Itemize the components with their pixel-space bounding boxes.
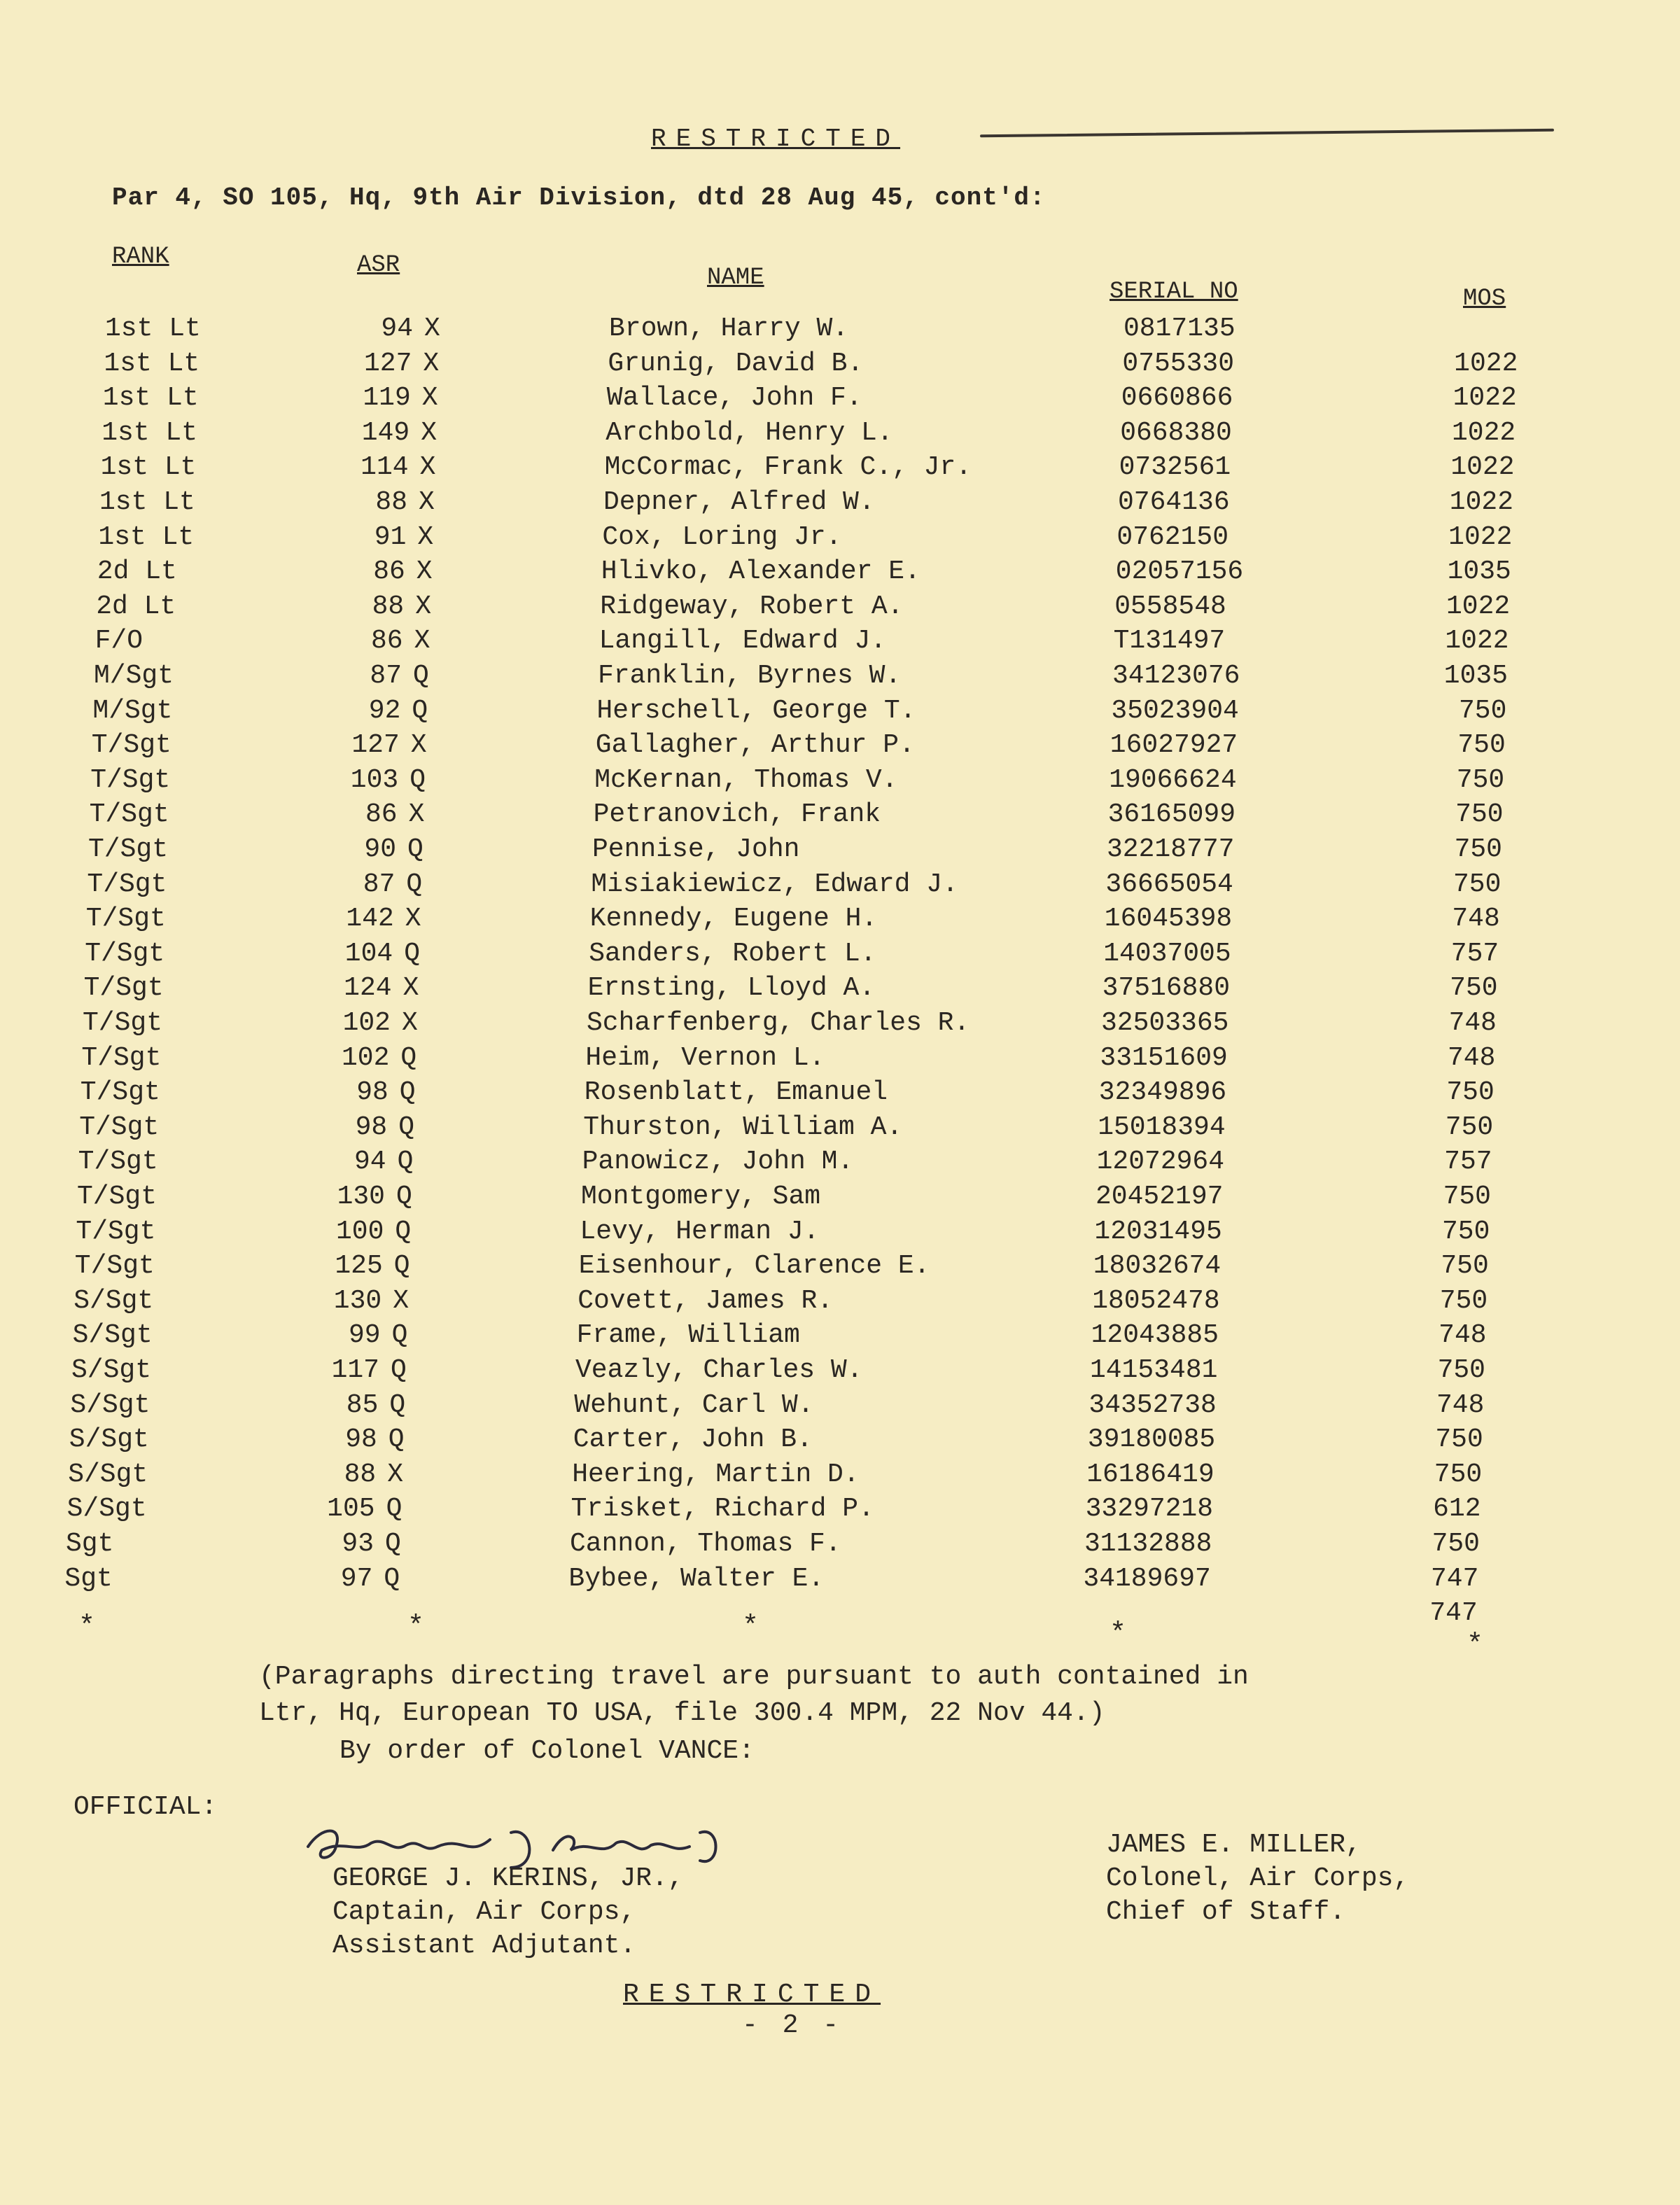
rank-cell: 1st Lt bbox=[102, 383, 199, 414]
asr-cell: 114 bbox=[360, 452, 409, 483]
signer-name-left: GEORGE J. KERINS, JR., bbox=[332, 1863, 684, 1893]
name-cell: Ridgeway, Robert A. bbox=[600, 591, 904, 622]
name-cell: Carter, John B. bbox=[573, 1424, 813, 1455]
name-cell: Levy, Herman J. bbox=[580, 1216, 820, 1247]
table-row bbox=[0, 1355, 1646, 1390]
rank-cell: 1st Lt bbox=[102, 417, 198, 448]
asr-cell: 86 bbox=[370, 626, 403, 657]
column-header-serial: SERIAL NO bbox=[1110, 279, 1238, 305]
serial-cell: 02057156 bbox=[1115, 556, 1244, 587]
mos-cell: 1022 bbox=[1452, 383, 1517, 414]
restricted-stamp-top: RESTRICTED bbox=[651, 125, 901, 153]
asr-code-cell: X bbox=[423, 348, 440, 379]
asr-code-cell: X bbox=[419, 487, 435, 517]
ink-scratch-line bbox=[980, 129, 1554, 138]
table-row bbox=[0, 522, 1673, 557]
serial-cell: 16027927 bbox=[1110, 730, 1238, 761]
asr-code-cell: Q bbox=[384, 1563, 400, 1594]
serial-cell: 15018394 bbox=[1098, 1112, 1226, 1142]
table-row bbox=[0, 1424, 1644, 1460]
asr-cell: 102 bbox=[341, 1042, 390, 1073]
mos-cell: 750 bbox=[1452, 869, 1502, 899]
asr-cell: 127 bbox=[351, 730, 400, 761]
asr-code-cell: X bbox=[402, 973, 419, 1004]
rank-cell: T/Sgt bbox=[85, 938, 165, 969]
rank-cell: T/Sgt bbox=[90, 764, 171, 795]
name-cell: Misiakiewicz, Edward J. bbox=[591, 869, 958, 899]
rank-cell: T/Sgt bbox=[83, 1008, 163, 1038]
serial-cell: 0558548 bbox=[1114, 591, 1226, 622]
asr-cell: 86 bbox=[365, 799, 398, 830]
rank-cell: T/Sgt bbox=[91, 730, 172, 761]
name-cell: Ernsting, Lloyd A. bbox=[587, 973, 876, 1004]
asr-cell: 130 bbox=[337, 1182, 385, 1212]
asr-code-cell: Q bbox=[393, 1251, 410, 1282]
mos-cell: 750 bbox=[1457, 730, 1506, 761]
rank-cell: T/Sgt bbox=[85, 904, 166, 934]
name-cell: McKernan, Thomas V. bbox=[594, 764, 898, 795]
serial-cell: 0817135 bbox=[1124, 314, 1236, 344]
asr-cell: 127 bbox=[363, 348, 412, 379]
name-cell: Trisket, Richard P. bbox=[570, 1494, 874, 1525]
mos-cell: 748 bbox=[1436, 1390, 1485, 1420]
serial-cell: 31132888 bbox=[1084, 1529, 1212, 1559]
rank-cell: T/Sgt bbox=[78, 1147, 158, 1177]
mos-cell: 750 bbox=[1441, 1251, 1489, 1282]
asr-cell: 88 bbox=[375, 487, 407, 517]
mos-cell: 750 bbox=[1446, 1077, 1494, 1108]
mos-cell: 757 bbox=[1450, 938, 1499, 969]
mos-cell: 747 bbox=[1430, 1563, 1479, 1594]
name-cell: Wehunt, Carl W. bbox=[574, 1390, 814, 1420]
asr-cell: 85 bbox=[346, 1390, 379, 1420]
serial-cell: 33297218 bbox=[1085, 1494, 1214, 1525]
serial-cell: 33151609 bbox=[1100, 1042, 1228, 1073]
serial-cell: 14037005 bbox=[1103, 938, 1231, 969]
table-row bbox=[0, 834, 1663, 869]
column-header-asr: ASR bbox=[357, 252, 400, 279]
name-cell: Langill, Edward J. bbox=[598, 626, 887, 657]
rank-cell: 1st Lt bbox=[105, 314, 201, 344]
asr-cell: 94 bbox=[381, 314, 413, 344]
table-row bbox=[0, 1112, 1654, 1147]
asterisk-serial: * bbox=[1110, 1618, 1127, 1650]
rank-cell: T/Sgt bbox=[83, 973, 164, 1004]
asr-cell: 98 bbox=[356, 1077, 388, 1108]
asr-code-cell: Q bbox=[395, 1216, 412, 1247]
mos-cell: 750 bbox=[1435, 1424, 1483, 1455]
rank-cell: T/Sgt bbox=[88, 834, 169, 864]
table-row bbox=[0, 1564, 1639, 1599]
rank-cell: 1st Lt bbox=[98, 522, 195, 552]
name-cell: Sanders, Robert L. bbox=[589, 938, 876, 969]
table-row bbox=[0, 1147, 1653, 1182]
asr-code-cell: Q bbox=[412, 695, 428, 726]
name-cell: Cannon, Thomas F. bbox=[570, 1529, 841, 1559]
table-row bbox=[0, 799, 1665, 834]
name-cell: Frame, William bbox=[576, 1320, 800, 1351]
table-row bbox=[0, 1182, 1652, 1217]
asr-cell: 105 bbox=[327, 1494, 375, 1525]
rank-cell: S/Sgt bbox=[72, 1320, 153, 1351]
name-cell: Grunig, David B. bbox=[608, 348, 864, 379]
mos-cell: 750 bbox=[1450, 973, 1498, 1004]
table-row bbox=[0, 1008, 1658, 1043]
serial-cell: 37516880 bbox=[1102, 973, 1231, 1004]
asr-code-cell: Q bbox=[388, 1424, 405, 1455]
asr-code-cell: Q bbox=[407, 834, 424, 864]
asr-code-cell: X bbox=[415, 591, 432, 622]
asr-code-cell: X bbox=[387, 1459, 404, 1490]
by-order-line: By order of Colonel VANCE: bbox=[340, 1736, 755, 1766]
mos-cell: 1022 bbox=[1450, 452, 1515, 483]
rank-cell: M/Sgt bbox=[94, 661, 174, 691]
rank-cell: 1st Lt bbox=[104, 348, 200, 379]
signer-title-right: Chief of Staff. bbox=[1106, 1897, 1346, 1927]
asr-cell: 99 bbox=[348, 1320, 381, 1351]
table-row bbox=[0, 1460, 1643, 1494]
serial-cell: 20452197 bbox=[1096, 1182, 1224, 1212]
serial-cell: 34189697 bbox=[1083, 1563, 1211, 1594]
rank-cell: S/Sgt bbox=[74, 1285, 154, 1316]
asr-code-cell: Q bbox=[386, 1494, 402, 1525]
table-row bbox=[0, 765, 1665, 800]
serial-cell: 18052478 bbox=[1092, 1285, 1220, 1316]
mos-cell: 612 bbox=[1433, 1494, 1481, 1525]
mos-cell: 750 bbox=[1445, 1112, 1494, 1142]
asr-cell: 130 bbox=[333, 1285, 382, 1316]
name-cell: Heim, Vernon L. bbox=[585, 1042, 825, 1073]
asr-cell: 102 bbox=[342, 1008, 391, 1038]
rank-cell: 2d Lt bbox=[96, 591, 176, 622]
restricted-stamp-bottom: RESTRICTED bbox=[623, 1980, 881, 2010]
mos-cell: 1035 bbox=[1447, 556, 1511, 587]
serial-cell: 14153481 bbox=[1090, 1355, 1218, 1385]
asterisk-mos: * bbox=[1466, 1630, 1484, 1661]
asr-cell: 94 bbox=[354, 1147, 386, 1177]
name-cell: Herschell, George T. bbox=[596, 695, 916, 726]
signer-rank-left: Captain, Air Corps, bbox=[332, 1897, 636, 1927]
name-cell: Thurston, William A. bbox=[583, 1112, 903, 1142]
rank-cell: T/Sgt bbox=[87, 869, 167, 899]
asr-code-cell: X bbox=[405, 904, 421, 934]
asr-code-cell: Q bbox=[400, 1042, 417, 1073]
rank-cell: 1st Lt bbox=[100, 452, 197, 483]
mos-cell: 750 bbox=[1437, 1355, 1485, 1385]
rank-cell: T/Sgt bbox=[89, 799, 169, 830]
name-cell: Rosenblatt, Emanuel bbox=[584, 1077, 888, 1108]
name-cell: Eisenhour, Clarence E. bbox=[578, 1251, 930, 1282]
asr-code-cell: X bbox=[408, 799, 425, 830]
serial-cell: 12072964 bbox=[1096, 1147, 1225, 1177]
column-header-mos: MOS bbox=[1463, 286, 1506, 312]
table-row bbox=[0, 1390, 1645, 1425]
asr-code-cell: X bbox=[416, 556, 433, 587]
asr-code-cell: X bbox=[414, 626, 430, 657]
asr-code-cell: Q bbox=[385, 1529, 401, 1559]
name-cell: Bybee, Walter E. bbox=[568, 1563, 825, 1594]
name-cell: Pennise, John bbox=[592, 834, 800, 864]
serial-cell: 34123076 bbox=[1112, 661, 1240, 691]
asr-cell: 88 bbox=[344, 1459, 377, 1490]
mos-cell: 1035 bbox=[1443, 661, 1508, 691]
name-cell: Franklin, Byrnes W. bbox=[598, 661, 902, 691]
table-row bbox=[0, 349, 1679, 384]
serial-cell: 16045398 bbox=[1104, 904, 1233, 934]
mos-cell: 750 bbox=[1439, 1285, 1488, 1316]
asr-code-cell: Q bbox=[396, 1182, 412, 1212]
table-row bbox=[0, 696, 1667, 731]
serial-cell: 32503365 bbox=[1101, 1008, 1229, 1038]
rank-cell: M/Sgt bbox=[92, 695, 173, 726]
name-cell: Kennedy, Eugene H. bbox=[589, 904, 878, 934]
asr-cell: 100 bbox=[335, 1216, 384, 1247]
serial-cell: 32218777 bbox=[1107, 834, 1235, 864]
table-row bbox=[0, 1320, 1648, 1355]
asterisk-asr: * bbox=[407, 1611, 425, 1643]
name-cell: Veazly, Charles W. bbox=[575, 1355, 863, 1385]
serial-cell: 12043885 bbox=[1091, 1320, 1219, 1351]
rank-cell: 1st Lt bbox=[99, 487, 195, 517]
table-row bbox=[0, 904, 1661, 939]
mos-cell: 748 bbox=[1447, 1042, 1496, 1073]
rank-cell: S/Sgt bbox=[69, 1424, 149, 1455]
name-cell: Petranovich, Frank bbox=[593, 799, 881, 830]
serial-cell: 0755330 bbox=[1122, 348, 1235, 379]
column-header-name: NAME bbox=[707, 265, 764, 291]
name-cell: Gallagher, Arthur P. bbox=[595, 730, 915, 761]
asr-code-cell: Q bbox=[410, 764, 426, 795]
asr-code-cell: Q bbox=[404, 938, 421, 969]
mos-cell: 750 bbox=[1443, 1182, 1491, 1212]
asr-cell: 117 bbox=[331, 1355, 379, 1385]
asr-code-cell: Q bbox=[391, 1355, 407, 1385]
asr-cell: 87 bbox=[370, 661, 402, 691]
serial-cell: 0668380 bbox=[1120, 417, 1232, 448]
asr-cell: 98 bbox=[345, 1424, 377, 1455]
asr-code-cell: X bbox=[393, 1285, 410, 1316]
name-cell: Archbold, Henry L. bbox=[606, 417, 893, 448]
asterisk-rank: * bbox=[78, 1611, 96, 1643]
mos-cell: 750 bbox=[1454, 834, 1502, 864]
serial-cell: 16186419 bbox=[1086, 1459, 1214, 1490]
mos-cell: 757 bbox=[1444, 1147, 1492, 1177]
signer-name-right: JAMES E. MILLER, bbox=[1106, 1830, 1362, 1860]
asr-code-cell: X bbox=[421, 383, 438, 414]
mos-cell: 750 bbox=[1458, 695, 1507, 726]
table-row bbox=[0, 1077, 1656, 1112]
mos-cell: 1022 bbox=[1446, 591, 1511, 622]
mos-cell: 1022 bbox=[1445, 626, 1509, 657]
serial-cell: 35023904 bbox=[1111, 695, 1239, 726]
asr-cell: 88 bbox=[372, 591, 405, 622]
serial-cell: 0762150 bbox=[1116, 522, 1229, 552]
asr-cell: 149 bbox=[361, 417, 410, 448]
asr-code-cell: Q bbox=[391, 1320, 408, 1351]
table-row bbox=[0, 592, 1671, 626]
mos-cell: 750 bbox=[1456, 764, 1505, 795]
serial-cell: 0732561 bbox=[1119, 452, 1231, 483]
page-number: - 2 - bbox=[742, 2010, 844, 2040]
table-row bbox=[0, 556, 1672, 592]
rank-cell: T/Sgt bbox=[77, 1182, 158, 1212]
asr-code-cell: X bbox=[424, 314, 440, 344]
table-row bbox=[0, 452, 1676, 487]
name-cell: Brown, Harry W. bbox=[609, 314, 849, 344]
asr-cell: 91 bbox=[374, 522, 407, 552]
name-cell: Heering, Martin D. bbox=[572, 1459, 860, 1490]
mos-cell: 748 bbox=[1438, 1320, 1487, 1351]
serial-cell: 19066624 bbox=[1109, 764, 1237, 795]
name-cell: Wallace, John F. bbox=[606, 383, 862, 414]
asr-cell: 86 bbox=[373, 556, 405, 587]
asr-code-cell: Q bbox=[406, 869, 423, 899]
asr-code-cell: Q bbox=[398, 1112, 415, 1142]
table-row bbox=[0, 1217, 1651, 1252]
rank-cell: F/O bbox=[94, 626, 144, 657]
name-cell: Panowicz, John M. bbox=[582, 1147, 854, 1177]
asr-cell: 90 bbox=[364, 834, 396, 864]
table-row bbox=[0, 730, 1667, 765]
name-cell: Scharfenberg, Charles R. bbox=[587, 1008, 970, 1038]
table-row bbox=[0, 1529, 1641, 1564]
signature-block-left bbox=[332, 1862, 684, 1963]
asterisk-name: * bbox=[742, 1611, 760, 1643]
serial-cell: 36165099 bbox=[1107, 799, 1236, 830]
rank-cell: T/Sgt bbox=[80, 1077, 160, 1108]
table-row bbox=[0, 1598, 1639, 1633]
asr-code-cell: X bbox=[421, 417, 438, 448]
mos-cell: 1022 bbox=[1448, 522, 1513, 552]
serial-cell: 36665054 bbox=[1105, 869, 1233, 899]
name-cell: Depner, Alfred W. bbox=[603, 487, 875, 517]
table-row bbox=[0, 1286, 1648, 1321]
serial-cell: T131497 bbox=[1113, 626, 1226, 657]
table-row bbox=[0, 869, 1662, 904]
name-cell: Hlivko, Alexander E. bbox=[601, 556, 920, 587]
travel-authority-note: (Paragraphs directing travel are pursuant to auth contained in Ltr, Hq, European TO USA, file 300.4 MPM, 22 Nov 44.) bbox=[259, 1662, 1249, 1728]
rank-cell: S/Sgt bbox=[71, 1355, 152, 1385]
table-row bbox=[0, 1251, 1650, 1286]
asr-code-cell: Q bbox=[389, 1390, 406, 1420]
rank-cell: T/Sgt bbox=[74, 1251, 155, 1282]
asr-cell: 93 bbox=[342, 1529, 374, 1559]
order-header: Par 4, SO 105, Hq, 9th Air Division, dtd 28 Aug 45, cont'd: bbox=[112, 183, 1046, 212]
asr-cell: 87 bbox=[363, 869, 396, 899]
table-row bbox=[0, 939, 1660, 974]
serial-cell: 32349896 bbox=[1098, 1077, 1227, 1108]
table-row bbox=[0, 383, 1678, 418]
asr-code-cell: X bbox=[417, 522, 434, 552]
asr-cell: 98 bbox=[355, 1112, 388, 1142]
table-row bbox=[0, 487, 1674, 522]
rank-cell: Sgt bbox=[66, 1529, 114, 1559]
asr-cell: 92 bbox=[368, 695, 401, 726]
table-row bbox=[0, 1043, 1656, 1078]
rank-cell: T/Sgt bbox=[79, 1112, 160, 1142]
mos-cell: 748 bbox=[1452, 904, 1500, 934]
mos-cell: 747 bbox=[1429, 1598, 1478, 1629]
mos-cell: 1022 bbox=[1449, 487, 1513, 517]
table-row bbox=[0, 1494, 1642, 1529]
table-row bbox=[0, 626, 1670, 661]
asr-code-cell: Q bbox=[397, 1147, 414, 1177]
table-row bbox=[0, 418, 1676, 453]
table-row bbox=[0, 314, 1680, 349]
mos-cell: 1022 bbox=[1451, 417, 1516, 448]
rank-cell: Sgt bbox=[64, 1563, 113, 1594]
asr-cell: 97 bbox=[340, 1563, 373, 1594]
rank-cell: S/Sgt bbox=[66, 1494, 147, 1525]
mos-cell: 750 bbox=[1432, 1529, 1480, 1559]
serial-cell: 0660866 bbox=[1121, 383, 1233, 414]
serial-cell: 0764136 bbox=[1118, 487, 1230, 517]
name-cell: Cox, Loring Jr. bbox=[602, 522, 842, 552]
serial-cell: 39180085 bbox=[1087, 1424, 1216, 1455]
rank-cell: S/Sgt bbox=[70, 1390, 150, 1420]
serial-cell: 34352738 bbox=[1088, 1390, 1217, 1420]
rank-cell: T/Sgt bbox=[76, 1216, 156, 1247]
signature-block-right bbox=[1106, 1828, 1409, 1929]
asr-code-cell: Q bbox=[413, 661, 429, 691]
serial-cell: 12031495 bbox=[1094, 1216, 1222, 1247]
asr-cell: 124 bbox=[344, 973, 392, 1004]
name-cell: Covett, James R. bbox=[578, 1285, 834, 1316]
asr-code-cell: Q bbox=[399, 1077, 416, 1108]
column-header-rank: RANK bbox=[112, 244, 169, 270]
rank-cell: S/Sgt bbox=[68, 1459, 148, 1490]
mos-cell: 748 bbox=[1448, 1008, 1497, 1038]
asr-code-cell: X bbox=[419, 452, 436, 483]
signer-title-left: Assistant Adjutant. bbox=[332, 1931, 636, 1961]
asr-cell: 142 bbox=[346, 904, 394, 934]
official-label: OFFICIAL: bbox=[74, 1792, 218, 1822]
serial-cell: 18032674 bbox=[1093, 1251, 1222, 1282]
signer-rank-right: Colonel, Air Corps, bbox=[1106, 1863, 1410, 1893]
asr-code-cell: X bbox=[410, 730, 427, 761]
asr-cell: 119 bbox=[363, 383, 411, 414]
mos-cell: 750 bbox=[1434, 1459, 1483, 1490]
rank-cell: 2d Lt bbox=[97, 556, 177, 587]
asr-cell: 125 bbox=[335, 1251, 383, 1282]
name-cell: Montgomery, Sam bbox=[581, 1182, 821, 1212]
asr-cell: 103 bbox=[350, 764, 399, 795]
asr-code-cell: X bbox=[402, 1008, 418, 1038]
asr-cell: 104 bbox=[344, 938, 393, 969]
mos-cell: 1022 bbox=[1454, 348, 1518, 379]
mos-cell: 750 bbox=[1441, 1216, 1490, 1247]
rank-cell: T/Sgt bbox=[81, 1042, 162, 1073]
mos-cell: 750 bbox=[1455, 799, 1504, 830]
table-row bbox=[0, 973, 1659, 1008]
table-row bbox=[0, 661, 1669, 696]
name-cell: McCormac, Frank C., Jr. bbox=[604, 452, 972, 483]
